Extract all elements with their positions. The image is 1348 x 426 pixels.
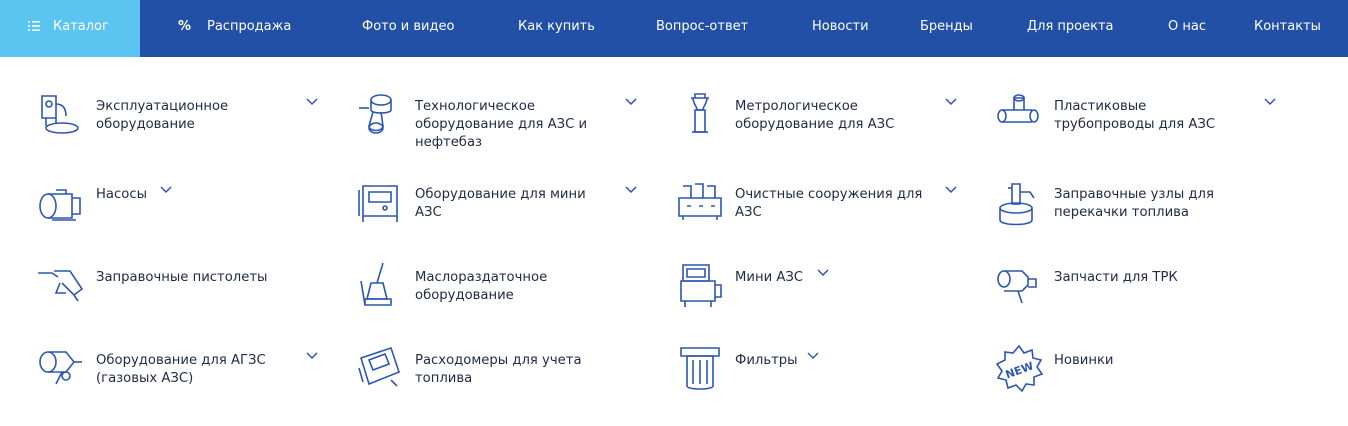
catalog-item-label: Запчасти для ТРК <box>1054 270 1178 285</box>
fuel-nozzle-icon <box>36 261 86 311</box>
chevron-down-icon[interactable] <box>945 98 957 106</box>
chevron-down-icon[interactable] <box>306 352 318 360</box>
list-icon <box>28 20 40 32</box>
catalog-item-filters[interactable] <box>675 344 975 414</box>
catalog-item-label: Технологическое оборудование для АЗС и нефтебаз <box>415 99 588 150</box>
catalog-item-fueling-unit[interactable] <box>994 178 1294 248</box>
nav-about[interactable]: О нас <box>1168 19 1206 34</box>
nav-how-to-buy[interactable]: Как купить <box>518 19 595 34</box>
catalog-item-label: Заправочные пистолеты <box>96 270 268 285</box>
catalog-item-gas-station-equipment[interactable] <box>36 344 336 414</box>
catalog-item-spare-parts[interactable] <box>994 261 1294 331</box>
new-badge-text: NEW <box>1003 359 1036 382</box>
plastic-pipe-icon <box>994 90 1044 140</box>
mini-station-equipment-icon <box>355 178 405 228</box>
catalog-item-mini-station[interactable] <box>675 261 975 331</box>
catalog-label: Каталог <box>53 19 109 34</box>
chevron-down-icon[interactable] <box>160 186 172 194</box>
catalog-button[interactable] <box>0 0 140 57</box>
nav-contacts[interactable]: Контакты <box>1254 19 1321 34</box>
catalog-item-label: Фильтры <box>735 353 798 368</box>
nav-sale[interactable]: Распродажа <box>207 19 292 34</box>
catalog-item-pumps[interactable] <box>36 178 336 248</box>
chevron-down-icon[interactable] <box>817 269 829 277</box>
catalog-item-label: Маслораздаточное оборудование <box>415 270 548 303</box>
catalog-item-fuel-nozzles[interactable] <box>36 261 336 331</box>
catalog-item-label: Очистные сооружения для АЗС <box>735 187 923 220</box>
gas-station-equipment-icon <box>36 344 86 394</box>
chevron-down-icon[interactable] <box>625 186 637 194</box>
mini-station-icon <box>675 261 725 311</box>
catalog-item-treatment-facility[interactable] <box>675 178 975 248</box>
nav-faq[interactable]: Вопрос-ответ <box>656 19 749 34</box>
top-navigation <box>0 0 1348 57</box>
catalog-item-label: Новинки <box>1054 353 1114 368</box>
catalog-item-tech-equipment[interactable] <box>355 90 655 160</box>
catalog-item-label: Пластиковые трубопроводы для АЗС <box>1054 99 1216 132</box>
catalog-item-new[interactable] <box>994 344 1294 414</box>
chevron-down-icon[interactable] <box>945 186 957 194</box>
catalog-item-metrology[interactable] <box>675 90 975 160</box>
catalog-item-oil-dispenser[interactable] <box>355 261 655 331</box>
nav-news[interactable]: Новости <box>812 19 869 34</box>
catalog-item-label: Насосы <box>96 187 147 202</box>
metrology-icon <box>675 90 725 140</box>
catalog-item-flow-meters[interactable] <box>355 344 655 414</box>
new-badge-icon <box>994 344 1044 394</box>
pump-icon <box>36 178 86 228</box>
operational-equipment-icon <box>36 90 86 140</box>
catalog-item-operational-equipment[interactable] <box>36 90 336 160</box>
chevron-down-icon[interactable] <box>306 98 318 106</box>
nav-for-project[interactable]: Для проекта <box>1027 19 1114 34</box>
catalog-item-label: Метрологическое оборудование для АЗС <box>735 99 895 132</box>
chevron-down-icon[interactable] <box>1264 98 1276 106</box>
chevron-down-icon[interactable] <box>625 98 637 106</box>
nav-photo-video[interactable]: Фото и видео <box>362 19 455 34</box>
catalog-item-label: Мини АЗС <box>735 270 804 285</box>
chevron-down-icon[interactable] <box>807 352 819 360</box>
fueling-unit-icon <box>994 178 1044 228</box>
catalog-item-label: Оборудование для АГЗС (газовых АЗС) <box>96 353 266 386</box>
catalog-item-label: Заправочные узлы для перекачки топлива <box>1054 187 1214 220</box>
filter-icon <box>675 344 725 394</box>
catalog-item-plastic-pipes[interactable] <box>994 90 1294 160</box>
percent-icon: % <box>178 19 192 34</box>
nav-brands[interactable]: Бренды <box>920 19 973 34</box>
treatment-facility-icon <box>675 178 725 228</box>
spare-parts-icon <box>994 261 1044 311</box>
catalog-item-mini-station-equipment[interactable] <box>355 178 655 248</box>
catalog-item-label: Расходомеры для учета топлива <box>415 353 582 386</box>
oil-dispenser-icon <box>355 261 405 311</box>
catalog-item-label: Эксплуатационное оборудование <box>96 99 229 132</box>
tech-equipment-icon <box>355 90 405 140</box>
catalog-item-label: Оборудование для мини АЗС <box>415 187 586 220</box>
flow-meter-icon <box>355 344 405 394</box>
